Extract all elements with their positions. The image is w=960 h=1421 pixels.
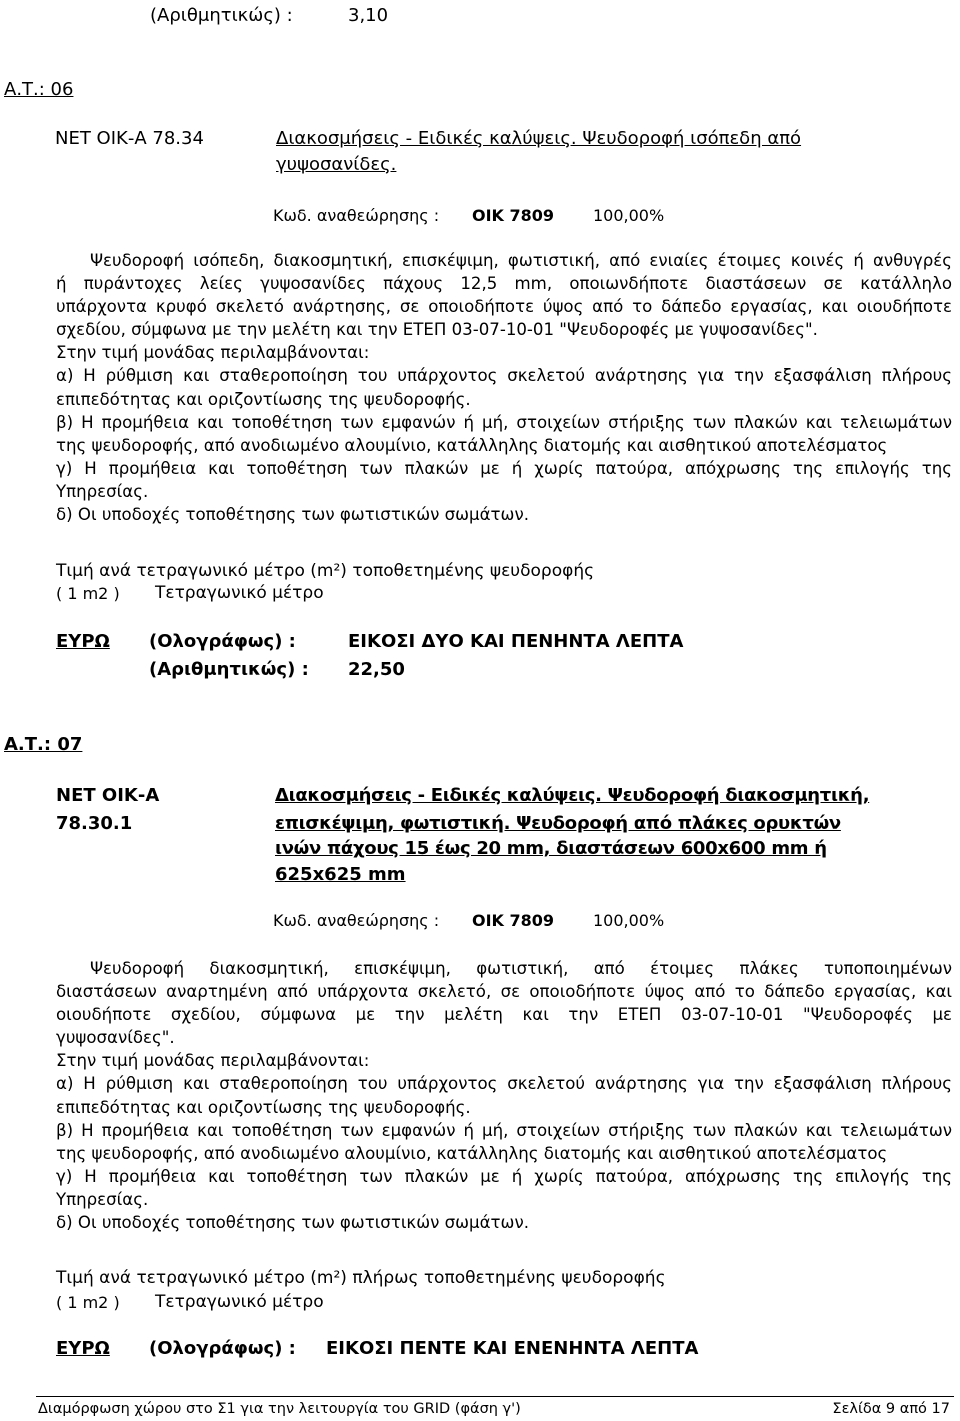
words-value-07: ΕΙΚΟΣΙ ΠΕΝΤΕ ΚΑΙ ΕΝΕΝΗΝΤΑ ΛΕΠΤΑ: [326, 1338, 699, 1359]
unit-description-06: Τιμή ανά τετραγωνικό μέτρο (m²) τοποθετημένης ψευδοροφής: [56, 561, 595, 581]
item-code-06: ΝΕΤ ΟΙΚ-Α 78.34: [55, 128, 204, 149]
item-heading-06: Α.Τ.: 06: [4, 79, 74, 100]
desc-line: ή πυράντοχες λείες γυψοσανίδες πάχους 12,5 mm, οποιωνδήποτε διαστάσεων σε κατάλληλο: [56, 274, 952, 294]
price-numeric-value: 3,10: [348, 5, 389, 26]
desc-line: υπάρχοντα κρυφό σκελετό ανάρτησης, σε οποιοδήποτε ύψος από το δάπεδο εργασίας, και οιουδήποτε: [56, 297, 952, 317]
price-numeric-label: (Αριθμητικώς) :: [150, 5, 293, 26]
desc-line: Στην τιμή μονάδας περιλαμβάνονται:: [56, 343, 370, 363]
unit-code-06: ( 1 m2 ): [56, 584, 120, 603]
desc-line: οιουδήποτε σχεδίου, σύμφωνα με την μελέτη και την ΕΤΕΠ 03-07-10-01 "Ψευδοροφές με: [56, 1005, 952, 1025]
desc-line: β) Η προμήθεια και τοποθέτηση των εμφανών ή μή, στοιχείων στήριξης των πλακών και τελειωμάτων: [56, 412, 952, 432]
footer-rule: [36, 1396, 954, 1397]
desc-line: γ) Η προμήθεια και τοποθέτηση των πλακών με ή χωρίς πατούρα, απόχρωσης της επιλογής της: [56, 1166, 952, 1186]
desc-line: Ψευδοροφή διακοσμητική, επισκέψιμη, φωτιστική, από έτοιμες πλάκες τυποποιημένων: [90, 959, 952, 978]
desc-line: Στην τιμή μονάδας περιλαμβάνονται:: [56, 1051, 370, 1071]
description-06: [56, 249, 952, 526]
desc-line: Ψευδοροφή ισόπεδη, διακοσμητική, επισκέψιμη, φωτιστική, από ενιαίες έτοιμες κοινές ή ανθυγρές: [90, 251, 952, 270]
item-title-07-line4: 625x625 mm: [275, 864, 406, 885]
page-number: Σελίδα 9 από 17: [832, 1401, 950, 1417]
description-07: [56, 957, 952, 1234]
revision-code-06: ΟΙΚ 7809: [472, 206, 555, 225]
currency-label-07: ΕΥΡΩ: [56, 1338, 110, 1359]
desc-line: α) Η ρύθμιση και σταθεροποίηση του υπάρχοντος σκελετού ανάρτησης για την εξασφάλιση πλήρους: [56, 366, 952, 386]
unit-name-06: Τετραγωνικό μέτρο: [155, 583, 324, 603]
desc-line: γ) Η προμήθεια και τοποθέτηση των πλακών με ή χωρίς πατούρα, απόχρωσης της επιλογής της: [56, 458, 952, 478]
revision-percent-07: 100,00%: [593, 911, 665, 930]
desc-line: επιπεδότητας και οριζοντίωσης της ψευδοροφής.: [56, 1097, 471, 1117]
item-title-07-line1: Διακοσμήσεις - Ειδικές καλύψεις. Ψευδοροφή διακοσμητική,: [275, 785, 870, 806]
revision-code-07: ΟΙΚ 7809: [472, 911, 555, 930]
unit-description-07: Τιμή ανά τετραγωνικό μέτρο (m²) πλήρως τοποθετημένης ψευδοροφής: [56, 1268, 666, 1288]
item-title-07-line2: επισκέψιμη, φωτιστική. Ψευδοροφή από πλάκες ορυκτών: [275, 813, 841, 834]
item-title-07-line3: ινών πάχους 15 έως 20 mm, διαστάσεων 600x600 mm ή: [275, 838, 827, 859]
desc-line: Υπηρεσίας.: [56, 481, 149, 501]
words-label-07: (Ολογράφως) :: [149, 1338, 296, 1359]
desc-line: σχεδίου, σύμφωνα με την μελέτη και την ΕΤΕΠ 03-07-10-01 "Ψευδοροφές με γυψοσανίδες".: [56, 320, 818, 340]
item-code-07-line2: 78.30.1: [56, 813, 133, 834]
desc-line: γυψοσανίδες".: [56, 1028, 175, 1048]
desc-line: δ) Οι υποδοχές τοποθέτησης των φωτιστικών σωμάτων.: [56, 505, 529, 525]
item-code-07-line1: ΝΕΤ ΟΙΚ-Α: [56, 785, 160, 806]
footer-title: Διαμόρφωση χώρου στο Σ1 για την λειτουργία του GRID (φάση γ'): [38, 1401, 521, 1417]
desc-line: επιπεδότητας και οριζοντίωσης της ψευδοροφής.: [56, 389, 471, 409]
words-value-06: ΕΙΚΟΣΙ ΔΥΟ ΚΑΙ ΠΕΝΗΝΤΑ ΛΕΠΤΑ: [348, 631, 684, 652]
numeric-value-06: 22,50: [348, 659, 405, 680]
unit-code-07: ( 1 m2 ): [56, 1293, 120, 1312]
desc-line: Υπηρεσίας.: [56, 1189, 149, 1209]
desc-line: διαστάσεων αναρτημένη από υπάρχοντα σκελετό, σε οποιοδήποτε ύψος από το δάπεδο εργασίας, και: [56, 982, 952, 1002]
desc-line: β) Η προμήθεια και τοποθέτηση των εμφανών ή μή, στοιχείων στήριξης των πλακών και τελειωμάτων: [56, 1120, 952, 1140]
item-heading-07: Α.Τ.: 07: [4, 734, 83, 755]
desc-line: α) Η ρύθμιση και σταθεροποίηση του υπάρχοντος σκελετού ανάρτησης για την εξασφάλιση πλήρους: [56, 1074, 952, 1094]
revision-label-06: Κωδ. αναθεώρησης :: [273, 206, 440, 225]
desc-line: της ψευδοροφής, από ανοδιωμένο αλουμίνιο, κατάλληλης διατομής και αισθητικού αποτελέσματος: [56, 1143, 888, 1163]
desc-line: της ψευδοροφής, από ανοδιωμένο αλουμίνιο, κατάλληλης διατομής και αισθητικού αποτελέσματος: [56, 435, 888, 455]
revision-percent-06: 100,00%: [593, 206, 665, 225]
numeric-label-06: (Αριθμητικώς) :: [149, 659, 309, 680]
item-title-06-line1: Διακοσμήσεις - Ειδικές καλύψεις. Ψευδοροφή ισόπεδη από: [276, 128, 802, 149]
unit-name-07: Τετραγωνικό μέτρο: [155, 1292, 324, 1312]
desc-line: δ) Οι υποδοχές τοποθέτησης των φωτιστικών σωμάτων.: [56, 1213, 529, 1233]
revision-label-07: Κωδ. αναθεώρησης :: [273, 911, 440, 930]
currency-label-06: ΕΥΡΩ: [56, 631, 110, 652]
words-label-06: (Ολογράφως) :: [149, 631, 296, 652]
item-title-06-line2: γυψοσανίδες.: [276, 154, 397, 175]
